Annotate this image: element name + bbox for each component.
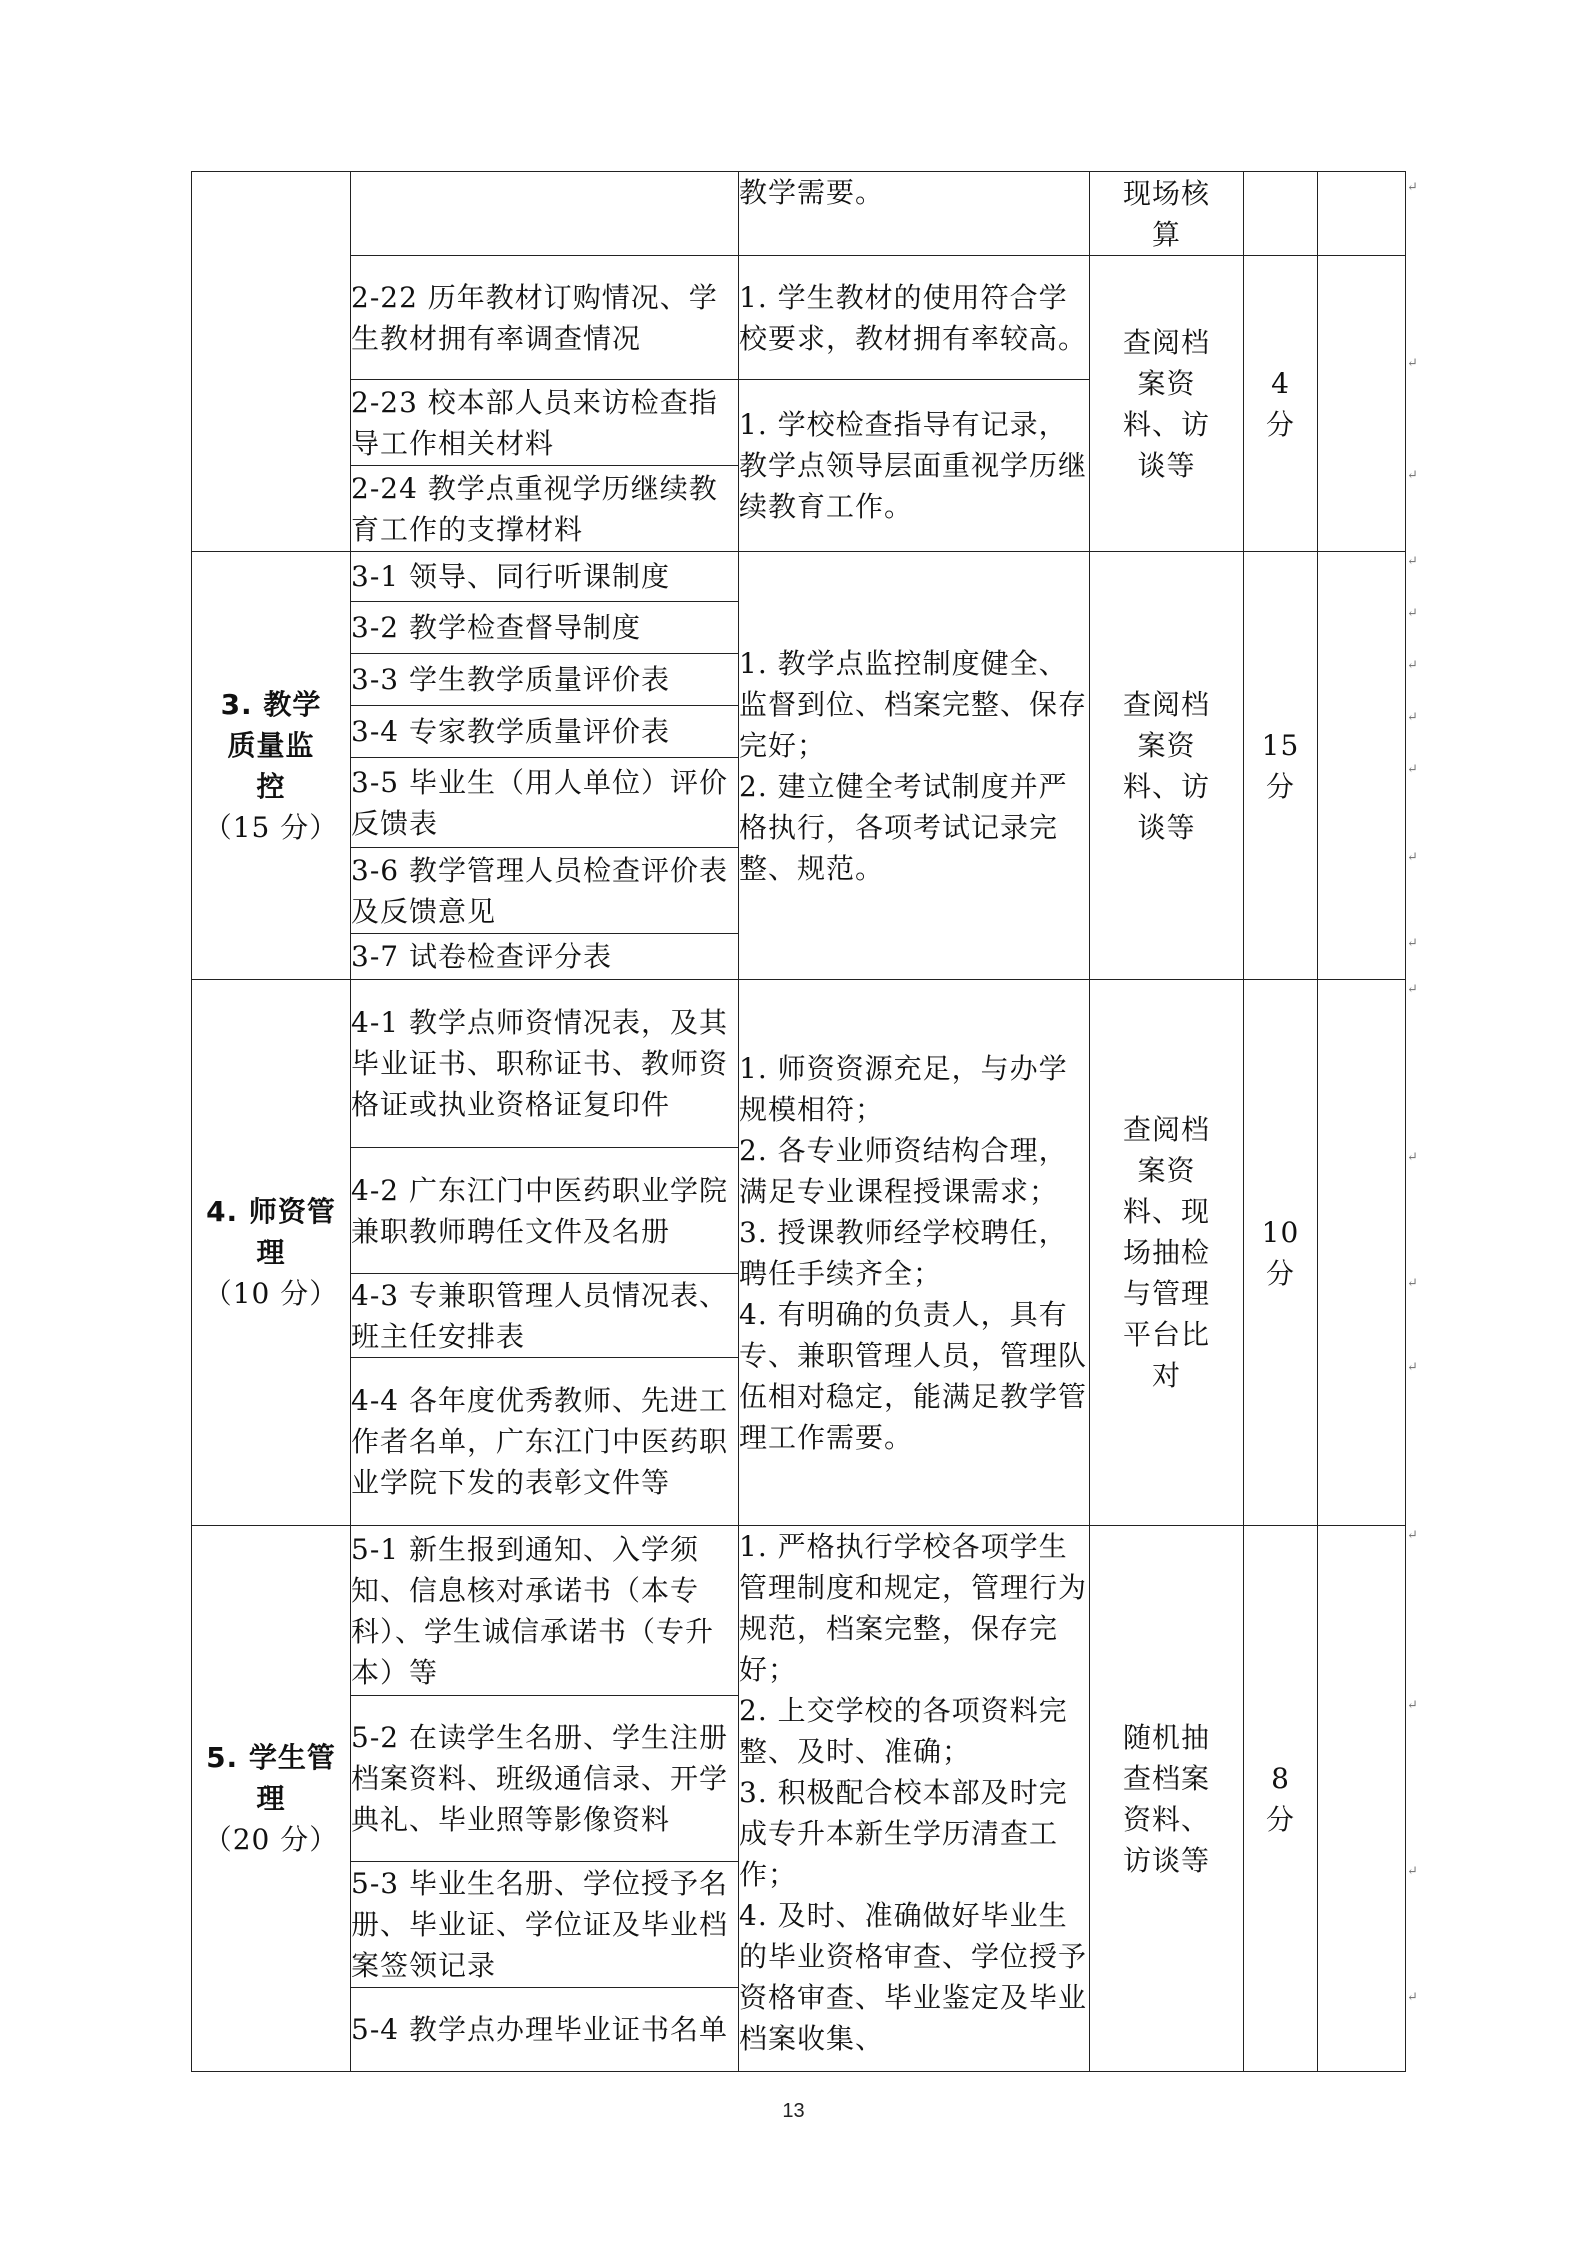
item-text: 2-23 校本部人员来访检查指导工作相关材料 [351,385,718,460]
requirement-text: 2. 各专业师资结构合理，满足专业课程授课需求； [739,1133,1068,1208]
item-cell [351,1696,739,1862]
remark-cell [1318,980,1406,1526]
evaluation-table [191,171,1406,2072]
requirement-text: 3. 授课教师经学校聘任，聘任手续齐全； [739,1215,1068,1290]
paragraph-mark: ↵ [1407,356,1418,371]
item-text: 5-4 教学点办理毕业证书名单 [351,2013,728,2046]
remark-cell [1318,552,1406,980]
paragraph-mark: ↵ [1407,1990,1418,2005]
paragraph-mark: ↵ [1407,468,1418,483]
paragraph-mark: ↵ [1407,1528,1418,1543]
category-name: 4. 师资管理 [206,1195,336,1269]
item-text: 3-4 专家教学质量评价表 [351,715,670,748]
item-cell [351,654,739,706]
category-cell [192,552,351,980]
requirement-text: 2. 建立健全考试制度并严格执行，各项考试记录完整、规范。 [739,769,1068,885]
item-cell [351,602,739,654]
requirement-cell [739,1526,1090,2072]
requirement-text: 4. 有明确的负责人，具有专、兼职管理人员，管理队伍相对稳定，能满足教学管理工作需要。 [739,1297,1088,1454]
item-text: 5-1 新生报到通知、入学须知、信息核对承诺书（本专科）、学生诚信承诺书（专升本）等 [351,1532,715,1689]
requirement-cell [739,256,1090,380]
item-cell [351,172,739,256]
item-text: 2-24 教学点重视学历继续教育工作的支撑材料 [351,471,718,546]
page-number: 13 [782,2100,805,2122]
item-cell [351,1148,739,1274]
requirement-cell [739,172,1090,256]
item-text: 5-2 在读学生名册、学生注册档案资料、班级通信录、开学典礼、毕业照等影像资料 [351,1721,729,1836]
item-cell [351,552,739,602]
method-cell [1090,1526,1244,2072]
score-cell [1244,980,1318,1526]
item-cell [351,1862,739,1988]
requirement-text: 3. 积极配合校本部及时完成专升本新生学历清查工作； [739,1776,1068,1891]
category-name: 3. 教学质量监控 [220,687,322,803]
score-text: 4分 [1265,366,1295,441]
requirement-text: 教学需要。 [739,176,885,209]
requirement-text: 1. 学生教材的使用符合学校要求，教材拥有率较高。 [739,280,1088,355]
item-cell [351,256,739,380]
method-text: 查阅档案资料、现场抽检与管理平台比对 [1122,1113,1210,1392]
paragraph-mark: ↵ [1407,982,1418,997]
item-cell [351,980,739,1148]
requirement-text: 1. 师资资源充足，与办学规模相符； [739,1051,1068,1126]
category-cell [192,172,351,552]
item-cell [351,466,739,552]
table-row [192,980,1406,1148]
paragraph-mark: ↵ [1407,606,1418,621]
paragraph-mark: ↵ [1407,554,1418,569]
item-text: 3-1 领导、同行听课制度 [351,560,670,593]
score-cell [1244,172,1318,256]
category-score: （15 分） [203,810,339,844]
item-text: 3-3 学生教学质量评价表 [351,663,670,696]
score-text: 8分 [1265,1761,1295,1836]
paragraph-marks [1405,171,1417,2071]
method-text: 现场核算 [1122,176,1210,251]
score-cell [1244,1526,1318,2072]
score-cell [1244,552,1318,980]
paragraph-mark: ↵ [1407,1864,1418,1879]
table-row [192,256,1406,380]
table-row [192,1526,1406,1696]
method-cell [1090,980,1244,1526]
method-text: 查阅档案资料、访谈等 [1122,325,1210,482]
paragraph-mark: ↵ [1407,762,1418,777]
item-cell [351,934,739,980]
item-cell [351,1358,739,1526]
requirement-cell [739,380,1090,552]
paragraph-mark: ↵ [1407,658,1418,673]
paragraph-mark: ↵ [1407,1360,1418,1375]
requirement-text: 2. 上交学校的各项资料完整、及时、准确； [739,1694,1068,1768]
remark-cell [1318,172,1406,256]
item-text: 4-2 广东江门中医药职业学院兼职教师聘任文件及名册 [351,1173,728,1248]
category-name: 5. 学生管理 [206,1741,336,1815]
paragraph-mark: ↵ [1407,850,1418,865]
category-cell [192,1526,351,2072]
score-cell [1244,256,1318,552]
item-cell [351,848,739,934]
category-cell [192,980,351,1526]
item-cell [351,1526,739,1696]
category-score: （10 分） [203,1277,339,1310]
item-cell [351,1988,739,2072]
paragraph-mark: ↵ [1407,936,1418,951]
table-row [192,552,1406,602]
paragraph-mark: ↵ [1407,1698,1418,1713]
item-text: 4-4 各年度优秀教师、先进工作者名单，广东江门中医药职业学院下发的表彰文件等 [351,1384,729,1499]
paragraph-mark: ↵ [1407,1276,1418,1291]
score-text: 10分 [1261,1215,1300,1290]
item-text: 2-22 历年教材订购情况、学生教材拥有率调查情况 [351,280,718,355]
paragraph-mark: ↵ [1407,180,1418,195]
item-text: 4-1 教学点师资情况表，及其毕业证书、职称证书、教师资格证或执业资格证复印件 [351,1006,729,1121]
requirement-text: 1. 教学点监控制度健全、监督到位、档案完整、保存完好； [739,646,1088,762]
remark-cell [1318,256,1406,552]
table-row [192,172,1406,256]
item-cell [351,758,739,848]
paragraph-mark: ↵ [1407,710,1418,725]
method-cell [1090,552,1244,980]
method-cell [1090,172,1244,256]
method-cell [1090,256,1244,552]
item-text: 5-3 毕业生名册、学位授予名册、毕业证、学位证及毕业档案签领记录 [351,1867,729,1982]
item-text: 4-3 专兼职管理人员情况表、班主任安排表 [351,1278,728,1353]
paragraph-mark: ↵ [1407,1150,1418,1165]
requirement-text: 1. 学校检查指导有记录，教学点领导层面重视学历继续教育工作。 [739,408,1088,523]
method-text: 查阅档案资料、访谈等 [1122,687,1210,844]
requirement-cell [739,980,1090,1526]
score-text: 15分 [1261,728,1300,803]
requirement-text: 4. 及时、准确做好毕业生的毕业资格审查、学位授予资格审查、毕业鉴定及毕业档案收集、 [739,1899,1088,2055]
item-text: 3-7 试卷检查评分表 [351,940,612,973]
item-text: 3-6 教学管理人员检查评价表及反馈意见 [351,853,728,928]
method-text: 随机抽查档案资料、访谈等 [1122,1720,1210,1877]
item-text: 3-5 毕业生（用人单位）评价反馈表 [351,765,728,840]
item-cell [351,706,739,758]
remark-cell [1318,1526,1406,2072]
category-score: （20 分） [203,1823,339,1856]
item-text: 3-2 教学检查督导制度 [351,611,641,644]
item-cell [351,1274,739,1358]
requirement-cell [739,552,1090,980]
item-cell [351,380,739,466]
requirement-text: 1. 严格执行学校各项学生管理制度和规定，管理行为规范，档案完整，保存完好； [739,1530,1088,1686]
